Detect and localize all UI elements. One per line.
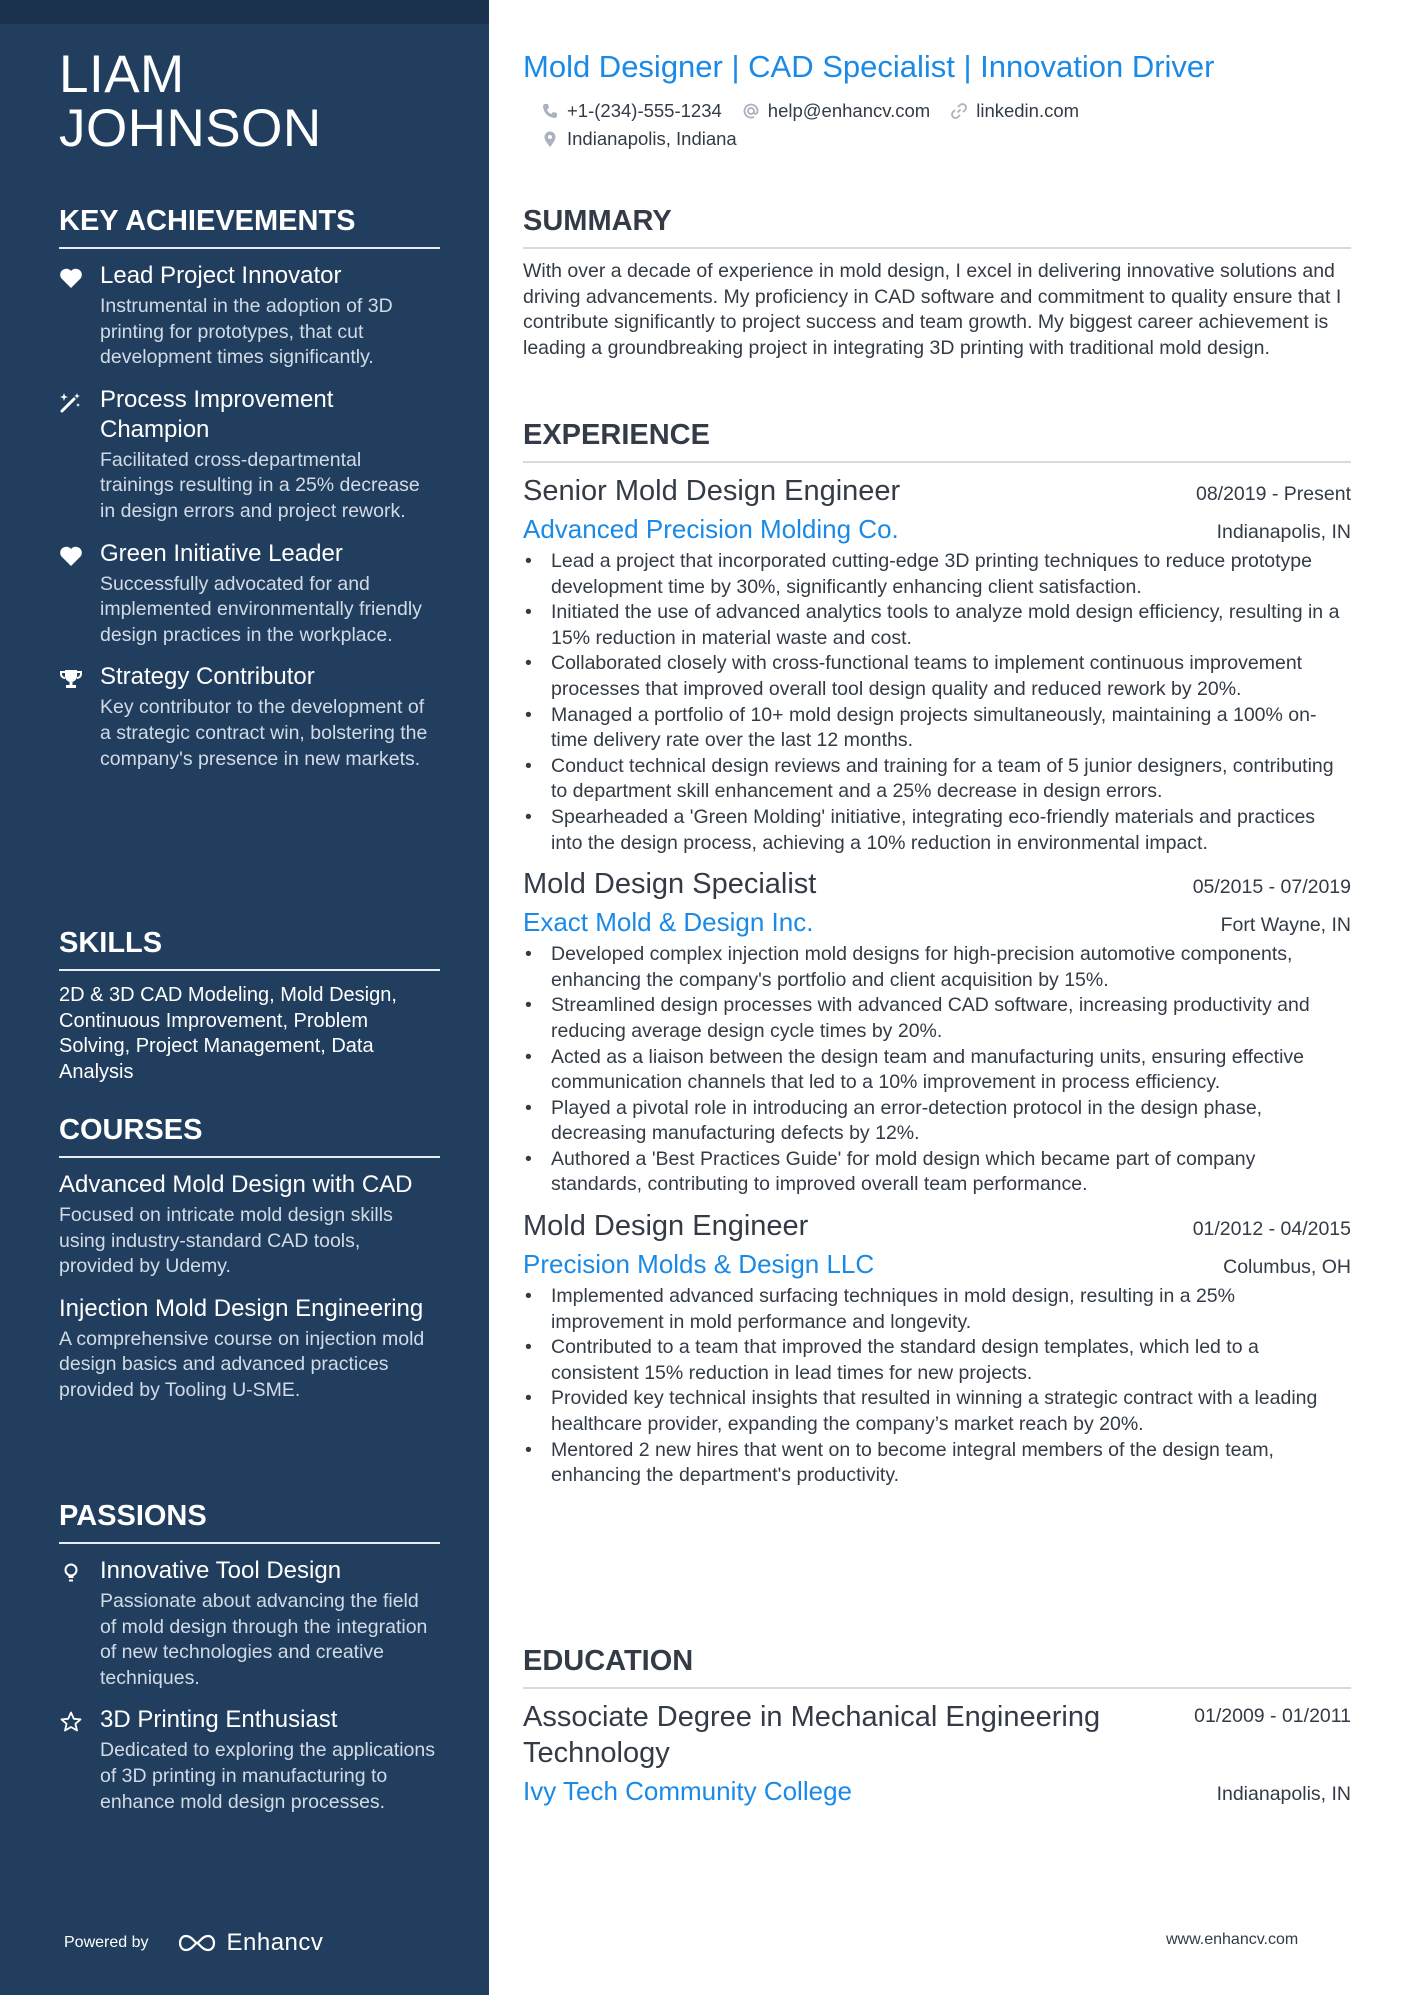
achievement-item: [59, 662, 440, 772]
job-bullets: [523, 942, 1351, 1198]
course-item: [59, 1294, 440, 1404]
skills-title: SKILLS: [59, 926, 440, 971]
job-bullet: • Managed a portfolio of 10+ mold design projects simultaneously, maintaining a 100% on-time delivery rate over the last 12 months.: [523, 703, 1351, 754]
key-achievements-title: KEY ACHIEVEMENTS: [59, 204, 440, 249]
phone-icon: [541, 102, 559, 120]
professional-headline: Mold Designer | CAD Specialist | Innovation Driver: [523, 49, 1215, 84]
achievement-description: Key contributor to the development of a strategic contract win, bolstering the company's presence in new markets.: [100, 696, 428, 770]
key-achievements-section: [59, 204, 440, 786]
phone-text: +1-(234)-555-1234: [567, 100, 722, 121]
job-bullet: • Implemented advanced surfacing techniques in mold design, resulting in a 25% improvement in mold performance and longevity.: [523, 1284, 1351, 1335]
experience-section: [523, 418, 1351, 1489]
education-title: EDUCATION: [523, 1644, 1351, 1689]
passion-item: [59, 1556, 440, 1691]
job-bullet: • Developed complex injection mold designs for high-precision automotive components, enhancing the company's portfolio and client acquisition by 15%.: [523, 942, 1351, 993]
job-title: Mold Design Specialist: [523, 868, 817, 901]
job-title: Senior Mold Design Engineer: [523, 475, 901, 507]
job-company[interactable]: Precision Molds & Design LLC: [523, 1249, 875, 1280]
course-description: Focused on intricate mold design skills using industry-standard CAD tools, provided by Udemy.: [59, 1204, 393, 1278]
job-bullet: • Mentored 2 new hires that went on to become integral members of the design team, enhancing the department's productivity.: [523, 1438, 1351, 1489]
passions-title: PASSIONS: [59, 1499, 440, 1544]
achievement-item: [59, 261, 440, 371]
contact-linkedin[interactable]: [950, 100, 1079, 122]
job-entry: [523, 866, 1351, 1198]
job-company[interactable]: Advanced Precision Molding Co.: [523, 514, 899, 544]
candidate-name: LIAM JOHNSON: [59, 45, 322, 158]
achievement-title: Strategy Contributor: [100, 663, 315, 691]
sidebar-top-bar: [0, 0, 489, 24]
sidebar: [0, 0, 489, 1995]
course-description: A comprehensive course on injection mold design basics and advanced practices provided by Tooling U-SME.: [59, 1327, 425, 1401]
location-pin-icon: [541, 130, 559, 148]
trophy-icon: [59, 668, 83, 690]
powered-by: [64, 1929, 323, 1957]
job-bullet: • Played a pivotal role in introducing an error-detection protocol in the design phase, decreasing manufacturing defects by 12%.: [523, 1096, 1351, 1147]
summary-text: With over a decade of experience in mold design, I excel in delivering innovative solutions and driving advancements. My proficiency in CAD software and commitment to quality ensure that I contribute significantly to project success and team growth. My biggest career achievement is leading a groundbreaking project in integrating 3D printing with traditional mold design.: [523, 260, 1342, 359]
degree-title: Associate Degree in Mechanical Engineering Technology: [523, 1701, 1101, 1769]
courses-section: [59, 1113, 440, 1418]
job-location: Columbus, OH: [1223, 1256, 1351, 1279]
passion-description: Passionate about advancing the field of mold design through the integration of new technologies and creative techniques.: [100, 1590, 428, 1689]
job-bullet: • Spearheaded a 'Green Molding' initiative, integrating eco-friendly materials and practices into the design process, achieving a 10% reduction in environmental impact.: [523, 805, 1351, 856]
job-entry: [523, 473, 1351, 856]
achievement-title: Green Initiative Leader: [100, 539, 343, 567]
achievement-description: Instrumental in the adoption of 3D printing for prototypes, that cut development times significantly.: [100, 295, 393, 369]
job-entry: [523, 1208, 1351, 1489]
education-dates: 01/2009 - 01/2011: [1194, 1705, 1351, 1727]
skills-list: 2D & 3D CAD Modeling, Mold Design, Continuous Improvement, Problem Solving, Project Management, Data Analysis: [59, 984, 397, 1083]
job-dates: 01/2012 - 04/2015: [1192, 1218, 1351, 1241]
school-name[interactable]: Ivy Tech Community College: [523, 1776, 852, 1806]
course-item: [59, 1170, 440, 1280]
job-bullet: • Collaborated closely with cross-functional teams to implement continuous improvement processes that improved overall tool design quality and reduced rework by 20%.: [523, 651, 1351, 702]
education-entry: [523, 1699, 1351, 1807]
contact-phone[interactable]: [541, 100, 722, 122]
job-bullet: • Provided key technical insights that resulted in winning a strategic contract with a leading healthcare provider, expanding the company’s market reach by 20%.: [523, 1386, 1351, 1437]
location-text: Indianapolis, Indiana: [567, 128, 737, 149]
passion-title: Innovative Tool Design: [100, 1557, 342, 1584]
course-title: Advanced Mold Design with CAD: [59, 1171, 413, 1198]
job-bullet: • Conduct technical design reviews and training for a team of 5 junior designers, contributing to department skill enhancement and a 25% decrease in design errors.: [523, 754, 1351, 805]
education-location: Indianapolis, IN: [1216, 1783, 1351, 1805]
summary-section: [523, 204, 1351, 361]
achievement-item: [59, 385, 440, 525]
job-location: Fort Wayne, IN: [1220, 914, 1351, 937]
passions-section: [59, 1499, 440, 1829]
powered-by-label: Powered by: [64, 1934, 149, 1951]
passion-description: Dedicated to exploring the applications of 3D printing in manufacturing to enhance mold design processes.: [100, 1739, 435, 1813]
achievement-description: Successfully advocated for and implemented environmentally friendly design practices in the workplace.: [100, 572, 422, 646]
enhancv-logo-icon: [175, 1932, 219, 1954]
footer-url[interactable]: www.enhancv.com: [1166, 1931, 1299, 1948]
course-title: Injection Mold Design Engineering: [59, 1294, 424, 1322]
contact-location: [541, 128, 737, 150]
job-bullet: • Acted as a liaison between the design team and manufacturing units, ensuring effective communication channels that led to a 10% improvement in process efficiency.: [523, 1045, 1351, 1096]
achievement-title: Lead Project Innovator: [100, 262, 342, 289]
job-bullet: • Lead a project that incorporated cutting-edge 3D printing techniques to reduce prototype development time by 30%, significantly enhancing client satisfaction.: [523, 549, 1351, 600]
heart-icon: [59, 545, 83, 567]
achievement-title: Process Improvement Champion: [100, 385, 334, 443]
lightbulb-icon: [59, 1562, 83, 1584]
email-text: help@enhancv.com: [767, 100, 931, 121]
job-dates: 05/2015 - 07/2019: [1192, 876, 1351, 899]
job-bullet: • Contributed to a team that improved the standard design templates, which led to a consistent 15% reduction in lead times for new projects.: [523, 1335, 1351, 1386]
job-company[interactable]: Exact Mold & Design Inc.: [523, 907, 814, 938]
contact-email[interactable]: [742, 100, 930, 122]
job-bullets: [523, 549, 1351, 856]
summary-title: SUMMARY: [523, 204, 1351, 249]
courses-title: COURSES: [59, 1113, 440, 1158]
link-icon: [950, 102, 968, 120]
at-icon: [742, 102, 760, 120]
job-bullets: [523, 1284, 1351, 1489]
star-icon: [59, 1711, 83, 1733]
passion-title: 3D Printing Enthusiast: [100, 1706, 338, 1734]
achievement-item: [59, 539, 440, 649]
experience-title: EXPERIENCE: [523, 418, 1351, 463]
job-bullet: • Streamlined design processes with advanced CAD software, increasing productivity and reducing average design cycle times by 20%.: [523, 993, 1351, 1044]
job-location: Indianapolis, IN: [1216, 521, 1351, 543]
linkedin-text: linkedin.com: [976, 100, 1080, 121]
magic-wand-icon: [59, 391, 83, 413]
job-title: Mold Design Engineer: [523, 1210, 809, 1243]
achievement-description: Facilitated cross-departmental trainings resulting in a 25% decrease in design errors and project rework.: [100, 448, 420, 522]
passion-item: [59, 1705, 440, 1815]
heart-icon: [59, 267, 83, 289]
contact-row-secondary: [541, 128, 757, 150]
enhancv-brand-name: Enhancv: [226, 1929, 324, 1956]
skills-section: [59, 926, 440, 1085]
contact-row-primary: [541, 100, 1099, 122]
education-section: [523, 1644, 1351, 1807]
job-bullet: • Initiated the use of advanced analytics tools to analyze mold design efficiency, resulting in a 15% reduction in material waste and cost.: [523, 600, 1351, 651]
job-dates: 08/2019 - Present: [1195, 483, 1351, 505]
job-bullet: • Authored a 'Best Practices Guide' for mold design which became part of company standards, contributing to improved overall team performance.: [523, 1147, 1351, 1198]
enhancv-logo[interactable]: [175, 1929, 324, 1957]
